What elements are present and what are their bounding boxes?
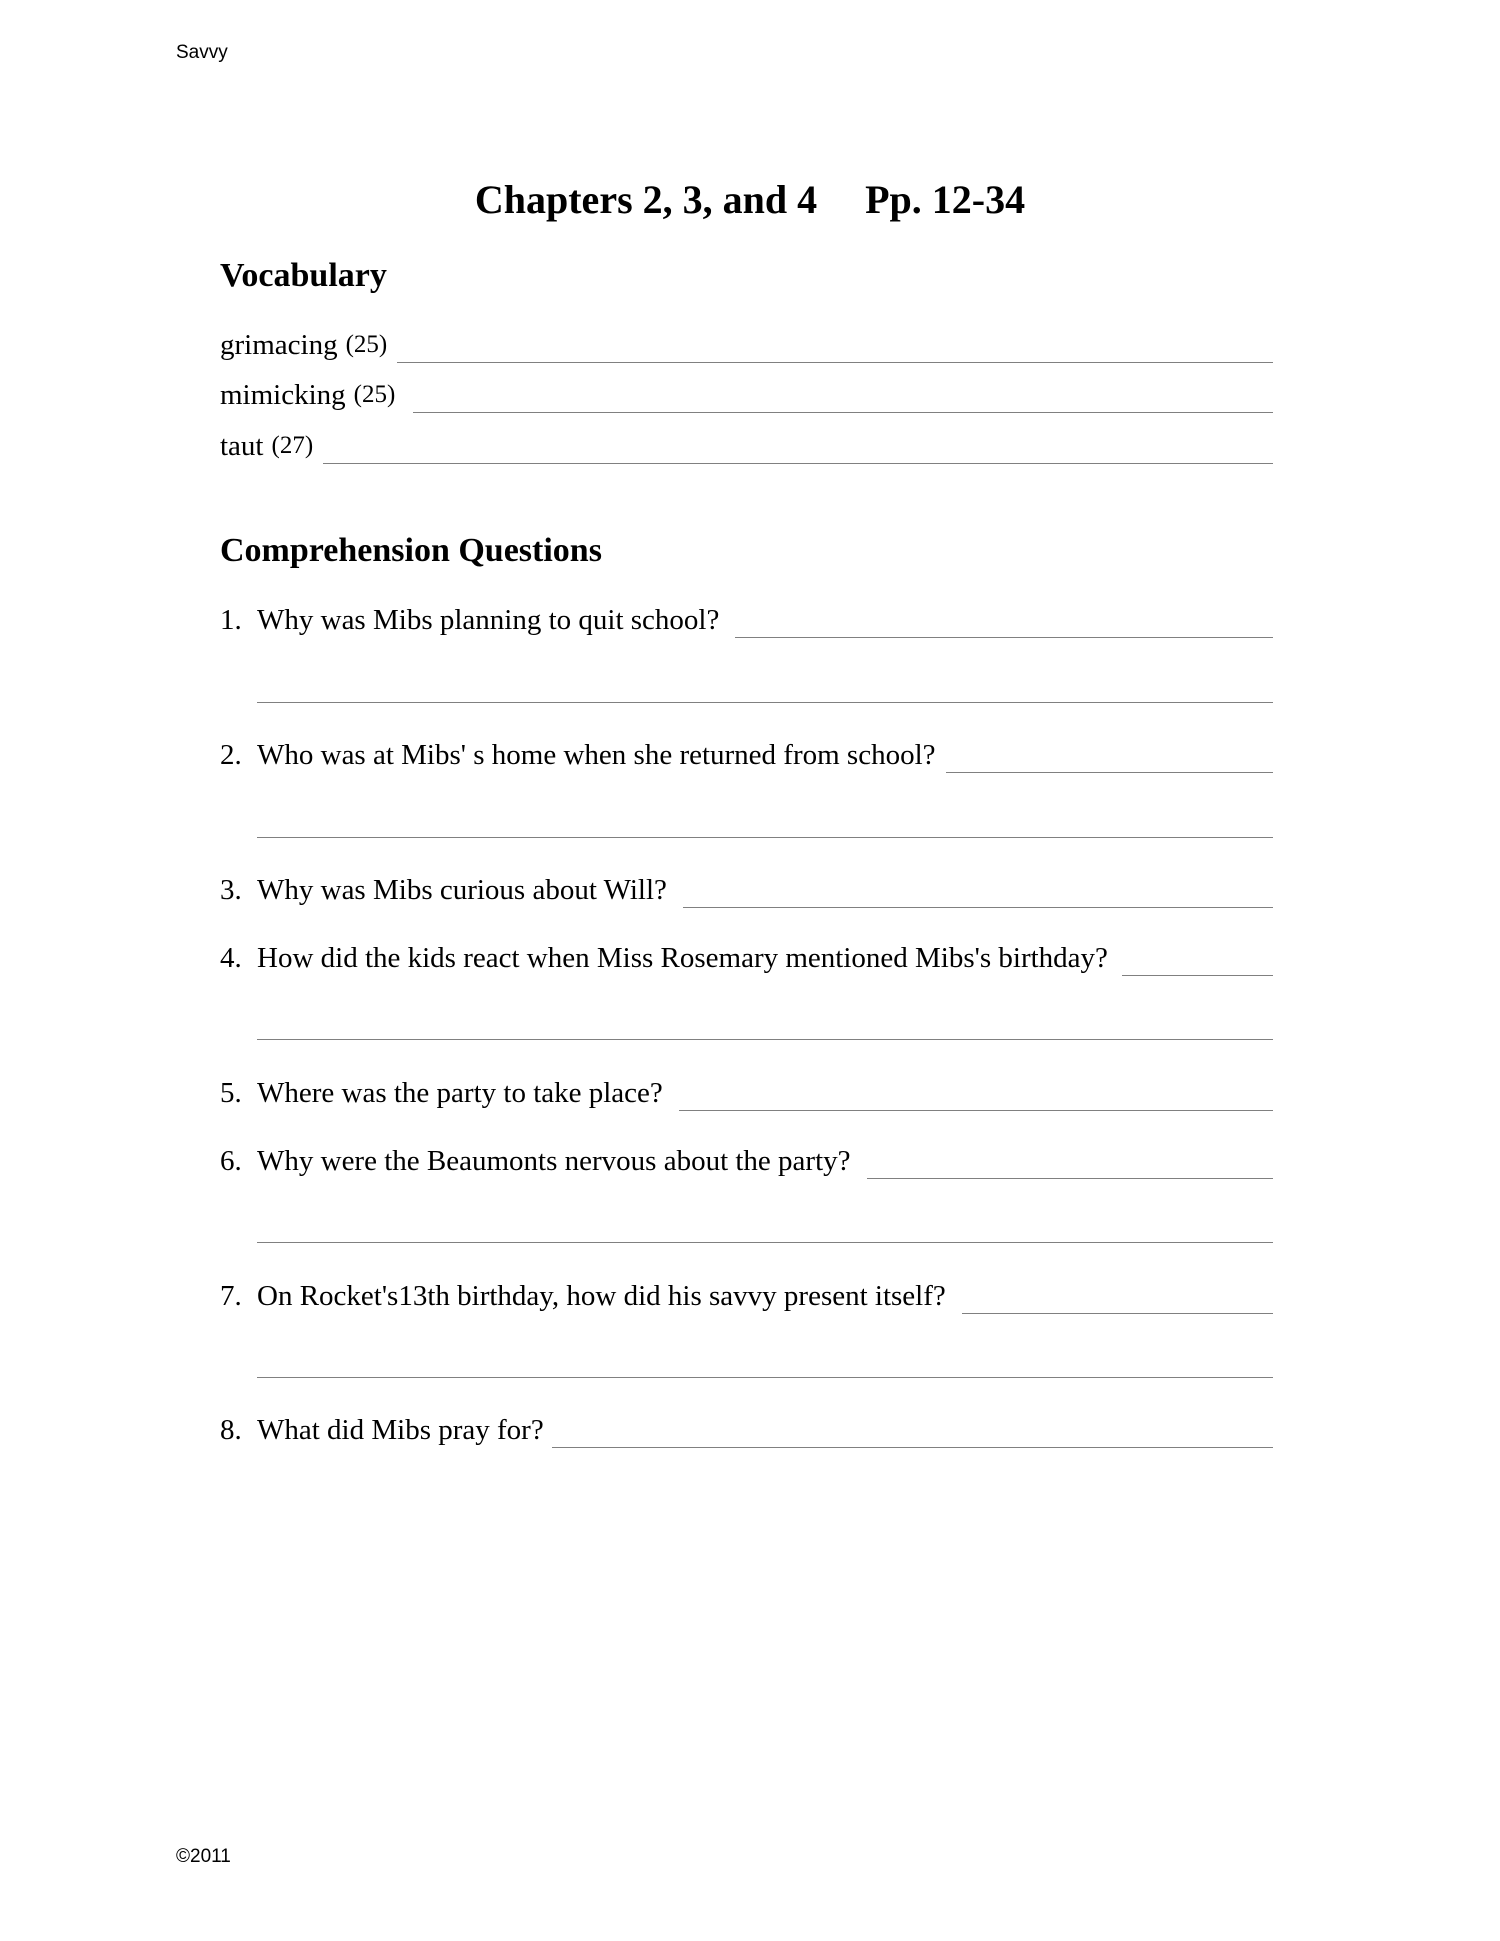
- question-text: How did the kids react when Miss Rosemary mentioned Mibs's birthday?: [257, 942, 1108, 974]
- question-item: [220, 1075, 1273, 1111]
- answer-line[interactable]: [1122, 947, 1273, 976]
- vocab-item: [220, 428, 1273, 464]
- answer-line[interactable]: [552, 1419, 1273, 1448]
- vocab-word: grimacing: [220, 329, 338, 361]
- answer-line[interactable]: [257, 1039, 1273, 1040]
- vocab-answer-line[interactable]: [323, 435, 1273, 464]
- vocab-item: [220, 327, 1273, 363]
- vocab-page-ref: (25): [345, 331, 388, 358]
- vocab-page-ref: (27): [271, 432, 314, 459]
- question-number: 4.: [220, 942, 242, 974]
- question-text: Why were the Beaumonts nervous about the party?: [257, 1145, 851, 1177]
- question-number: 2.: [220, 739, 242, 771]
- vocab-page-ref: (25): [353, 381, 396, 408]
- vocab-word: taut: [220, 430, 264, 462]
- answer-line[interactable]: [257, 837, 1273, 838]
- question-text: On Rocket's13th birthday, how did his savvy present itself?: [257, 1280, 946, 1312]
- answer-line[interactable]: [257, 702, 1273, 703]
- title-chapters: Chapters 2, 3, and 4: [474, 177, 818, 222]
- answer-line[interactable]: [679, 1082, 1273, 1111]
- question-text: What did Mibs pray for?: [257, 1414, 544, 1446]
- question-text: Who was at Mibs' s home when she returned from school?: [257, 739, 936, 771]
- vocab-word: mimicking: [220, 379, 346, 411]
- question-text: Where was the party to take place?: [257, 1077, 663, 1109]
- question-number: 1.: [220, 604, 242, 636]
- question-item: [220, 1278, 1273, 1314]
- question-item: [220, 602, 1273, 638]
- question-number: 6.: [220, 1145, 242, 1177]
- question-item: [220, 737, 1273, 773]
- copyright-footer: ©2011: [176, 1846, 231, 1867]
- vocab-item: [220, 377, 1273, 413]
- answer-line[interactable]: [257, 1377, 1273, 1378]
- header-label: Savvy: [176, 42, 228, 63]
- title-pages: Pp. 12-34: [865, 177, 1026, 222]
- question-number: 7.: [220, 1280, 242, 1312]
- question-item: [220, 872, 1273, 908]
- vocab-answer-line[interactable]: [397, 334, 1273, 363]
- answer-line[interactable]: [683, 879, 1273, 908]
- vocabulary-heading: Vocabulary: [220, 257, 387, 294]
- answer-line[interactable]: [735, 609, 1273, 638]
- question-number: 3.: [220, 874, 242, 906]
- question-number: 5.: [220, 1077, 242, 1109]
- answer-line[interactable]: [946, 744, 1273, 773]
- question-item: [220, 1412, 1273, 1448]
- question-number: 8.: [220, 1414, 242, 1446]
- page-title: [0, 176, 1500, 224]
- answer-line[interactable]: [962, 1285, 1273, 1314]
- answer-line[interactable]: [257, 1242, 1273, 1243]
- comprehension-heading: Comprehension Questions: [220, 532, 602, 569]
- question-text: Why was Mibs curious about Will?: [257, 874, 667, 906]
- question-item: [220, 940, 1273, 976]
- question-text: Why was Mibs planning to quit school?: [257, 604, 720, 636]
- question-item: [220, 1143, 1273, 1179]
- answer-line[interactable]: [867, 1150, 1273, 1179]
- vocab-answer-line[interactable]: [413, 384, 1273, 413]
